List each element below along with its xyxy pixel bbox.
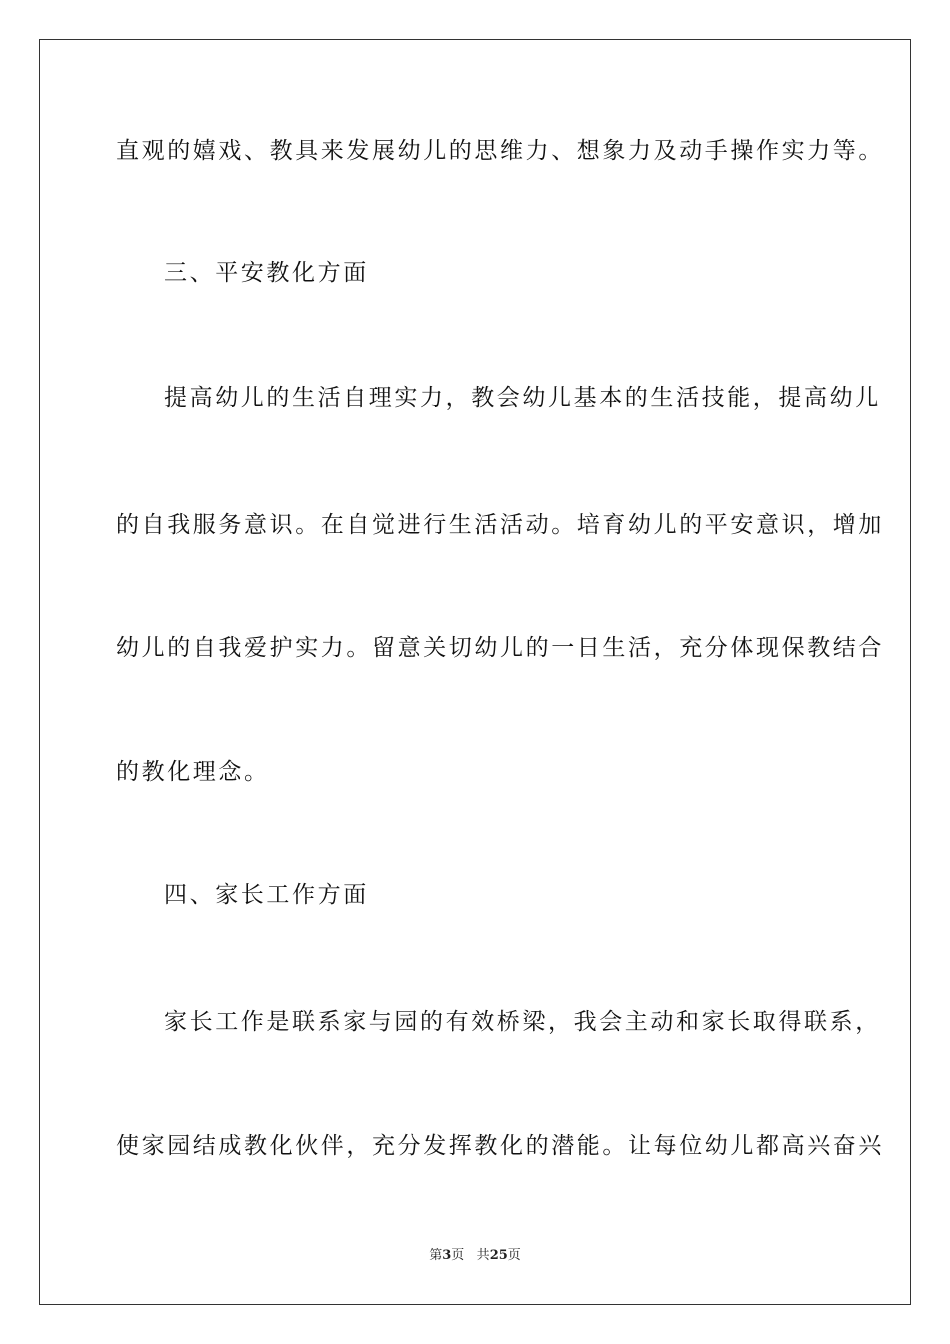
paragraph-line-4: 幼儿的自我爱护实力。留意关切幼儿的一日生活，充分体现保教结合 — [116, 635, 884, 661]
paragraph-line-3: 的自我服务意识。在自觉进行生活活动。培育幼儿的平安意识，增加 — [116, 512, 884, 538]
footer-total-pages: 25 — [489, 1248, 508, 1263]
paragraph-line-7: 使家园结成教化伙伴，充分发挥教化的潜能。让每位幼儿都高兴奋兴 — [116, 1133, 884, 1159]
paragraph-line-5: 的教化理念。 — [116, 759, 270, 785]
footer-total-suffix: 页 — [507, 1248, 521, 1263]
footer-page-prefix: 第 — [429, 1248, 443, 1263]
page-footer — [0, 1246, 950, 1266]
paragraph-line-2: 提高幼儿的生活自理实力，教会幼儿基本的生活技能，提高幼儿 — [164, 385, 881, 411]
footer-page-suffix: 页 — [451, 1248, 465, 1263]
footer-total-prefix: 共 — [476, 1248, 490, 1263]
paragraph-line-1: 直观的嬉戏、教具来发展幼儿的思维力、想象力及动手操作实力等。 — [116, 138, 884, 164]
page-border — [39, 39, 911, 1305]
footer-page-number: 3 — [442, 1248, 452, 1263]
paragraph-line-6: 家长工作是联系家与园的有效桥梁，我会主动和家长取得联系， — [164, 1009, 881, 1035]
section-heading-parents: 四、家长工作方面 — [164, 882, 369, 908]
section-heading-safety: 三、平安教化方面 — [164, 260, 369, 286]
